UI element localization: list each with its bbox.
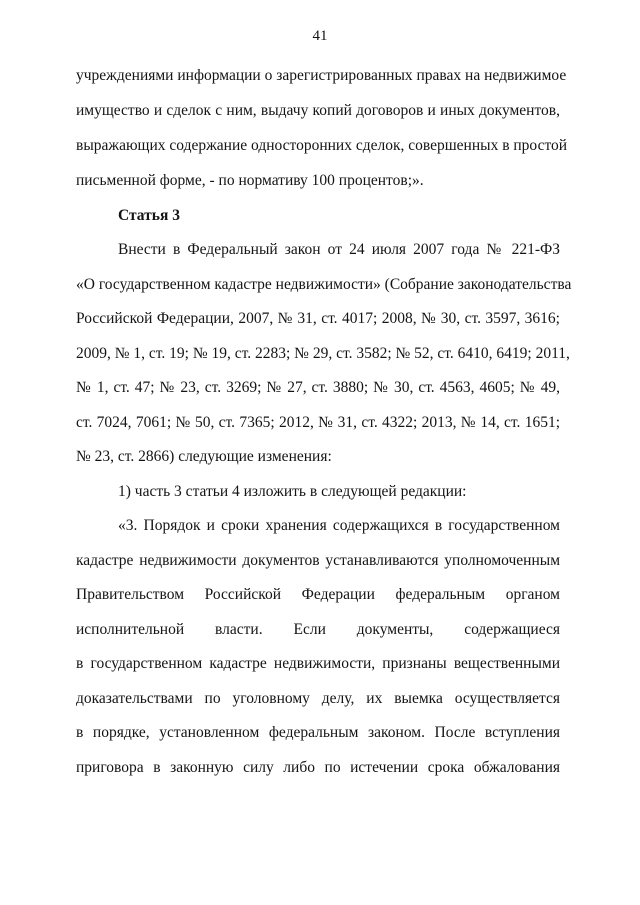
article-heading: Статья 3: [118, 207, 180, 224]
text-line: в государственном кадастре недвижимости, признаны вещественными: [76, 655, 560, 672]
text-line: 2009, № 1, ст. 19; № 19, ст. 2283; № 29, ст. 3582; № 52, ст. 6410, 6419; 2011,: [76, 345, 570, 362]
text-line: «3. Порядок и сроки хранения содержащихся в государственном: [118, 517, 560, 534]
text-line: № 1, ст. 47; № 23, ст. 3269; № 27, ст. 3880; № 30, ст. 4563, 4605; № 49,: [76, 379, 560, 396]
text-line: кадастре недвижимости документов устанавливаются уполномоченным: [76, 552, 560, 569]
text-line: выражающих содержание односторонних сделок, совершенных в простой: [76, 137, 568, 154]
text-line: доказательствами по уголовному делу, их выемка осуществляется: [76, 690, 560, 707]
text-line: № 23, ст. 2866) следующие изменения:: [76, 448, 332, 465]
page-number: 41: [312, 28, 328, 44]
text-line: 1) часть 3 статьи 4 изложить в следующей редакции:: [118, 483, 467, 500]
text-line: Правительством Российской Федерации федеральным органом: [76, 586, 560, 603]
text-line: письменной форме, - по нормативу 100 процентов;».: [76, 172, 424, 189]
text-line: исполнительной власти. Если документы, содержащиеся: [76, 621, 560, 638]
text-line: имущество и сделок с ним, выдачу копий договоров и иных документов,: [76, 102, 560, 119]
text-line: учреждениями информации о зарегистрированных правах на недвижимое: [76, 67, 567, 84]
text-line: ст. 7024, 7061; № 50, ст. 7365; 2012, № 31, ст. 4322; 2013, № 14, ст. 1651;: [76, 414, 560, 431]
text-line: «О государственном кадастре недвижимости» (Собрание законодательства: [76, 276, 572, 293]
text-line: в порядке, установленном федеральным законом. После вступления: [76, 724, 560, 741]
text-line: Внести в Федеральный закон от 24 июля 2007 года № 221-ФЗ: [118, 241, 560, 258]
text-line: Российской Федерации, 2007, № 31, ст. 4017; 2008, № 30, ст. 3597, 3616;: [76, 310, 560, 327]
text-line: приговора в законную силу либо по истечении срока обжалования: [76, 759, 560, 776]
